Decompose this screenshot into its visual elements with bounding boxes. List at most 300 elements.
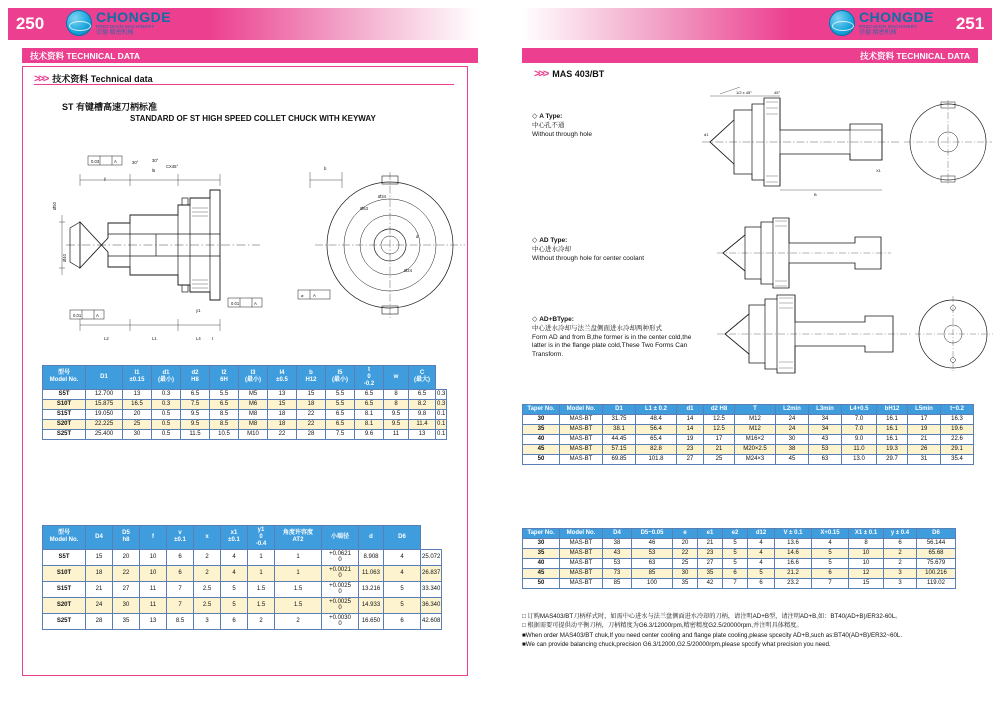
- model-cell: S5T: [43, 389, 86, 399]
- type-a-title: A Type:: [539, 113, 563, 120]
- diamond-icon: ◇: [532, 237, 538, 244]
- value-cell: 31.75: [603, 414, 636, 424]
- value-cell: 2: [275, 613, 322, 629]
- value-cell: 10: [140, 549, 167, 565]
- svg-text:A: A: [313, 293, 316, 298]
- value-cell: 2: [194, 565, 221, 581]
- value-cell: 8.5: [167, 613, 194, 629]
- svg-text:Ø24: Ø24: [404, 268, 412, 273]
- value-cell: 6.5: [355, 389, 384, 399]
- table-row: [43, 409, 447, 419]
- table-header-row: [43, 366, 447, 390]
- value-cell: 29.7: [877, 454, 908, 464]
- svg-text:t: t: [212, 336, 214, 341]
- value-cell: 48.4: [636, 414, 677, 424]
- value-cell: 7.5: [326, 429, 355, 439]
- value-cell: 56.144: [917, 538, 956, 548]
- table-header-row: [523, 529, 956, 539]
- value-cell: 85: [632, 568, 673, 578]
- value-cell: 24: [776, 424, 809, 434]
- value-cell: 13: [140, 613, 167, 629]
- value-cell: 8.1: [355, 419, 384, 429]
- column-header: L5min: [908, 405, 941, 415]
- type-ad-en: Without through hole for center coolant: [532, 254, 645, 262]
- value-cell: 18: [86, 565, 113, 581]
- value-cell: 12.5: [704, 414, 735, 424]
- value-cell: 8.908: [359, 549, 384, 565]
- model-cell: S15T: [43, 409, 86, 419]
- value-cell: 46: [632, 538, 673, 548]
- value-cell: 30: [776, 434, 809, 444]
- value-cell: 101.8: [636, 454, 677, 464]
- value-cell: 35.4: [941, 454, 974, 464]
- value-cell: 8.1: [355, 409, 384, 419]
- value-cell: 53: [603, 558, 632, 568]
- value-cell: 44.45: [603, 434, 636, 444]
- column-header: t 0 -0.2: [355, 366, 384, 390]
- table-row: [43, 389, 447, 399]
- value-cell: 5: [221, 581, 248, 597]
- column-header: D1: [603, 405, 636, 415]
- column-header: e2: [723, 529, 748, 539]
- column-header: y ± 0.4: [884, 529, 917, 539]
- svg-text:30°: 30°: [152, 158, 159, 163]
- column-header: L1 ± 0.2: [636, 405, 677, 415]
- value-cell: 53: [809, 444, 842, 454]
- model-cell: S20T: [43, 597, 86, 613]
- column-header: l3 (最小): [239, 366, 268, 390]
- value-cell: 43: [809, 434, 842, 444]
- value-cell: 16.1: [877, 414, 908, 424]
- value-cell: 10: [849, 558, 884, 568]
- model-cell: S10T: [43, 399, 86, 409]
- value-cell: 63: [632, 558, 673, 568]
- value-cell: 13: [409, 429, 436, 439]
- value-cell: 12: [849, 568, 884, 578]
- model-cell: S5T: [43, 549, 86, 565]
- value-cell: 0.3: [437, 391, 446, 398]
- value-cell: 1: [248, 565, 275, 581]
- type-adb-cn: 中心进水冷却与法兰盘侧面进水冷却两种形式: [532, 324, 662, 332]
- svg-text:1/2 x 45°: 1/2 x 45°: [736, 90, 752, 95]
- value-cell: 17: [908, 414, 941, 424]
- value-cell: +0.0621 0: [322, 549, 359, 565]
- column-header: e: [673, 529, 698, 539]
- value-cell: 14: [677, 414, 704, 424]
- left-technical-drawing: [52, 150, 460, 350]
- type-ad-block: [532, 236, 692, 263]
- value-cell: 7: [812, 578, 849, 588]
- value-cell: 0.5: [152, 419, 181, 429]
- value-cell: 7: [167, 581, 194, 597]
- value-cell: 19: [677, 434, 704, 444]
- value-cell: 7.0: [842, 424, 877, 434]
- value-cell: M6: [239, 399, 268, 409]
- value-cell: 15: [268, 399, 297, 409]
- right-page-number: 251: [948, 8, 992, 40]
- value-cell: 22: [673, 548, 698, 558]
- diamond-icon: ◇: [532, 113, 538, 120]
- value-cell: M12: [735, 424, 776, 434]
- value-cell: 21.2: [775, 568, 812, 578]
- value-cell: 53: [632, 548, 673, 558]
- column-header: Taper No.: [523, 529, 560, 539]
- value-cell: 15: [297, 389, 326, 399]
- bt-dimension-table-1: [522, 404, 974, 465]
- value-cell: 2.5: [194, 597, 221, 613]
- left-title-rule: [34, 84, 454, 85]
- value-cell: 22.225: [86, 419, 123, 429]
- bt-dimension-table-2: [522, 528, 956, 589]
- value-cell: 31: [908, 454, 941, 464]
- value-cell: M16×2: [735, 434, 776, 444]
- value-cell: 6: [221, 613, 248, 629]
- value-cell: 7: [723, 578, 748, 588]
- table-row: [43, 419, 447, 429]
- value-cell: 10: [849, 548, 884, 558]
- value-cell: 3: [884, 578, 917, 588]
- value-cell: 1.5: [248, 597, 275, 613]
- table-row: [43, 429, 447, 439]
- value-cell: 29.1: [941, 444, 974, 454]
- note-4: ■We can provide balancing chuck,precision G6.3/12000,G2.5/20000rpm,please spccify what precision you need.: [522, 640, 831, 648]
- left-subheader-text: 技术资料 TECHNICAL DATA: [30, 50, 141, 61]
- value-cell: 16.1: [877, 424, 908, 434]
- value-cell: 22: [268, 429, 297, 439]
- chevrons-icon: >>>: [534, 68, 548, 80]
- svg-text:y1: y1: [196, 308, 201, 313]
- column-header: Model No.: [560, 529, 603, 539]
- table-row: [523, 538, 956, 548]
- table-row: [523, 454, 974, 464]
- value-cell: 10.5: [210, 429, 239, 439]
- type-a-cn: 中心孔不通: [532, 121, 565, 129]
- value-cell: 6: [167, 549, 194, 565]
- value-cell: 0.3: [437, 401, 446, 408]
- value-cell: 75.679: [917, 558, 956, 568]
- value-cell: 0.5: [152, 429, 181, 439]
- column-header: L4+0.5: [842, 405, 877, 415]
- svg-text:⌀: ⌀: [301, 293, 304, 298]
- value-cell: 1: [275, 565, 322, 581]
- value-cell: 9.5: [181, 409, 210, 419]
- value-cell: 6: [384, 613, 421, 629]
- value-cell: 3: [884, 568, 917, 578]
- value-cell: 0.1: [437, 421, 446, 428]
- value-cell: 5: [384, 597, 421, 613]
- value-cell: 15: [849, 578, 884, 588]
- value-cell: 2.5: [194, 581, 221, 597]
- right-subheader-text: 技术资料 TECHNICAL DATA: [859, 50, 970, 61]
- model-cell: S25T: [43, 613, 86, 629]
- column-header: d12: [748, 529, 775, 539]
- value-cell: +0.0030 0: [322, 613, 359, 629]
- svg-text:0.01: 0.01: [231, 301, 240, 306]
- value-cell: 11: [140, 581, 167, 597]
- value-cell: 85: [603, 578, 632, 588]
- value-cell: MAS-BT: [560, 568, 603, 578]
- value-cell: 6: [884, 538, 917, 548]
- st-dimension-table-1: [42, 365, 447, 440]
- value-cell: 4: [748, 548, 775, 558]
- svg-text:Ø34: Ø34: [378, 194, 386, 199]
- value-cell: 7: [167, 597, 194, 613]
- value-cell: 21: [704, 444, 735, 454]
- type-adb-block: [532, 315, 700, 360]
- left-table-1: [42, 365, 447, 440]
- column-header: d1 (最小): [152, 366, 181, 390]
- model-cell: 40: [523, 434, 560, 444]
- model-cell: 50: [523, 578, 560, 588]
- value-cell: 18: [297, 399, 326, 409]
- model-cell: S20T: [43, 419, 86, 429]
- value-cell: +0.0025 0: [322, 597, 359, 613]
- value-cell: 4: [221, 565, 248, 581]
- value-cell: 42.608: [421, 613, 442, 629]
- column-header: l4 ±0.5: [268, 366, 297, 390]
- value-cell: 6.5: [355, 399, 384, 409]
- value-cell: 18: [268, 409, 297, 419]
- value-cell: 8.5: [210, 409, 239, 419]
- value-cell: 119.02: [917, 578, 956, 588]
- value-cell: MAS-BT: [560, 414, 603, 424]
- value-cell: 11.0: [842, 444, 877, 454]
- right-table-1: [522, 404, 974, 465]
- model-cell: 35: [523, 548, 560, 558]
- bt-drawing-ad-type: [715, 215, 895, 293]
- svg-text:A: A: [254, 301, 257, 306]
- bt-drawing-a-type: [700, 90, 990, 200]
- left-section-title-text: 技术资料 Technical data: [52, 74, 153, 84]
- value-cell: 20: [123, 409, 152, 419]
- table-row: [523, 424, 974, 434]
- value-cell: 18: [268, 419, 297, 429]
- column-header: D4: [603, 529, 632, 539]
- value-cell: 6: [723, 568, 748, 578]
- type-a-en: Without through hole: [532, 130, 592, 138]
- value-cell: 82.8: [636, 444, 677, 454]
- column-header: D1: [86, 366, 123, 390]
- column-header: w: [384, 366, 409, 390]
- value-cell: 6.5: [409, 389, 436, 399]
- value-cell: 22.6: [941, 434, 974, 444]
- bt-drawing-adb-type: [715, 292, 995, 377]
- value-cell: 19.6: [941, 424, 974, 434]
- value-cell: 21: [698, 538, 723, 548]
- svg-text:45°: 45°: [774, 90, 781, 95]
- value-cell: 6.5: [326, 419, 355, 429]
- table-row: [523, 568, 956, 578]
- value-cell: 9.5: [181, 419, 210, 429]
- value-cell: 63: [809, 454, 842, 464]
- value-cell: 10: [140, 565, 167, 581]
- value-cell: 35: [698, 568, 723, 578]
- value-cell: 8.5: [210, 419, 239, 429]
- value-cell: 30: [673, 568, 698, 578]
- column-header: D6: [384, 526, 421, 550]
- column-header: D5 h8: [113, 526, 140, 550]
- value-cell: 25: [704, 454, 735, 464]
- value-cell: 20: [673, 538, 698, 548]
- value-cell: 65.4: [636, 434, 677, 444]
- value-cell: 5: [812, 558, 849, 568]
- value-cell: 35: [113, 613, 140, 629]
- value-cell: 25: [123, 419, 152, 429]
- left-title-en: STANDARD OF ST HIGH SPEED COLLET CHUCK WITH KEYWAY: [130, 114, 376, 123]
- value-cell: 100.216: [917, 568, 956, 578]
- value-cell: 8: [384, 389, 409, 399]
- svg-text:CX45°: CX45°: [166, 164, 179, 169]
- value-cell: 35: [673, 578, 698, 588]
- value-cell: 11.063: [359, 565, 384, 581]
- value-cell: MAS-BT: [560, 538, 603, 548]
- value-cell: 30: [123, 429, 152, 439]
- value-cell: 28: [86, 613, 113, 629]
- svg-text:Ø63: Ø63: [360, 206, 368, 211]
- type-adb-title: AD+BType:: [539, 316, 574, 323]
- table-header-row: [523, 405, 974, 415]
- value-cell: 5.5: [326, 399, 355, 409]
- value-cell: 22: [113, 565, 140, 581]
- value-cell: 23: [698, 548, 723, 558]
- value-cell: 27: [677, 454, 704, 464]
- value-cell: 23.2: [775, 578, 812, 588]
- svg-text:L2: L2: [104, 336, 109, 341]
- value-cell: 16.650: [359, 613, 384, 629]
- value-cell: 17: [704, 434, 735, 444]
- type-ad-cn: 中心进水冷却: [532, 245, 571, 253]
- value-cell: MAS-BT: [560, 424, 603, 434]
- value-cell: 19: [908, 424, 941, 434]
- value-cell: 22: [297, 419, 326, 429]
- value-cell: 2: [194, 549, 221, 565]
- brand-sub-en: PRECISION MACHINERY: [858, 23, 918, 29]
- value-cell: 4: [748, 538, 775, 548]
- value-cell: 69.85: [603, 454, 636, 464]
- value-cell: M8: [239, 409, 268, 419]
- diamond-icon: ◇: [532, 316, 538, 323]
- column-header: l1 ±0.15: [123, 366, 152, 390]
- value-cell: 13.0: [842, 454, 877, 464]
- value-cell: 16.3: [941, 414, 974, 424]
- table-row: [523, 414, 974, 424]
- svg-text:Ø50: Ø50: [52, 202, 57, 210]
- value-cell: 21: [86, 581, 113, 597]
- value-cell: +0.0021 0: [322, 565, 359, 581]
- value-cell: 5: [723, 548, 748, 558]
- svg-text:0.01: 0.01: [73, 313, 82, 318]
- column-header: 型号 Model No.: [43, 526, 86, 550]
- svg-text:A: A: [96, 313, 99, 318]
- model-cell: S10T: [43, 565, 86, 581]
- column-header: 角度许容度 AT2: [275, 526, 322, 550]
- value-cell: 25: [673, 558, 698, 568]
- column-header: L2min: [776, 405, 809, 415]
- column-header: d2 H8: [181, 366, 210, 390]
- model-cell: 50: [523, 454, 560, 464]
- value-cell: 5: [812, 548, 849, 558]
- model-cell: S25T: [43, 429, 86, 439]
- value-cell: 6.5: [210, 399, 239, 409]
- table-row: [43, 613, 442, 629]
- value-cell: 13: [268, 389, 297, 399]
- svg-text:y: y: [104, 176, 107, 181]
- value-cell: 5: [384, 581, 421, 597]
- brand-name: CHONGDE: [858, 9, 934, 26]
- value-cell: 3: [194, 613, 221, 629]
- value-cell: 34: [809, 424, 842, 434]
- value-cell: 56.4: [636, 424, 677, 434]
- left-table-2: [42, 525, 442, 630]
- value-cell: 19.3: [877, 444, 908, 454]
- value-cell: 15.875: [86, 399, 123, 409]
- value-cell: +0.0025 0: [322, 581, 359, 597]
- column-header: t~0.2: [941, 405, 974, 415]
- column-header: V ± 0.1: [775, 529, 812, 539]
- model-cell: 35: [523, 424, 560, 434]
- value-cell: 12.700: [86, 389, 123, 399]
- note-2: □ 根据需要可提供动平衡刀柄，刀柄精度为G6.3/12000rpm,精密精度G2.5/20000rpm,并注明具体精度。: [522, 622, 803, 630]
- st-dimension-table-2: [42, 525, 442, 630]
- value-cell: 0.3: [152, 399, 181, 409]
- svg-text:A: A: [114, 159, 117, 164]
- note-3: ■When order MAS403/BT chuk,If you need center cooling and flange plate cooling,please spcecity AD+B,such as:BT40(AD+B)/ER32~60L.: [522, 631, 903, 639]
- value-cell: 38.1: [603, 424, 636, 434]
- column-header: 小端径: [322, 526, 359, 550]
- value-cell: 15: [86, 549, 113, 565]
- column-header: b H12: [297, 366, 326, 390]
- value-cell: 11.5: [181, 429, 210, 439]
- value-cell: MAS-BT: [560, 558, 603, 568]
- brand-name: CHONGDE: [96, 9, 172, 26]
- table-row: [523, 548, 956, 558]
- svg-text:30°: 30°: [132, 160, 139, 165]
- model-cell: S15T: [43, 581, 86, 597]
- value-cell: MAS-BT: [560, 454, 603, 464]
- value-cell: M10: [239, 429, 268, 439]
- value-cell: 2: [884, 548, 917, 558]
- type-ad-title: AD Type:: [539, 237, 568, 244]
- column-header: Model No.: [560, 405, 603, 415]
- value-cell: 16.6: [775, 558, 812, 568]
- value-cell: 1.5: [275, 597, 322, 613]
- value-cell: 1.5: [248, 581, 275, 597]
- value-cell: 23: [677, 444, 704, 454]
- column-header: T: [735, 405, 776, 415]
- value-cell: 6.5: [181, 389, 210, 399]
- column-header: Taper No.: [523, 405, 560, 415]
- right-page: [500, 0, 1000, 707]
- left-subheader: [22, 48, 478, 63]
- value-cell: 0.1: [437, 431, 446, 438]
- type-a-block: [532, 112, 672, 139]
- value-cell: 45: [776, 454, 809, 464]
- value-cell: 1: [248, 549, 275, 565]
- value-cell: 12.5: [704, 424, 735, 434]
- value-cell: 13.216: [359, 581, 384, 597]
- brand-sub-en: PRECISION MACHINERY: [96, 23, 155, 29]
- right-subheader: [522, 48, 978, 63]
- model-cell: 30: [523, 414, 560, 424]
- value-cell: 2: [248, 613, 275, 629]
- value-cell: M5: [239, 389, 268, 399]
- value-cell: 9.8: [409, 409, 436, 419]
- value-cell: 5: [221, 597, 248, 613]
- table-row: [43, 597, 442, 613]
- right-table-2: [522, 528, 956, 589]
- value-cell: 27: [113, 581, 140, 597]
- value-cell: 5: [723, 538, 748, 548]
